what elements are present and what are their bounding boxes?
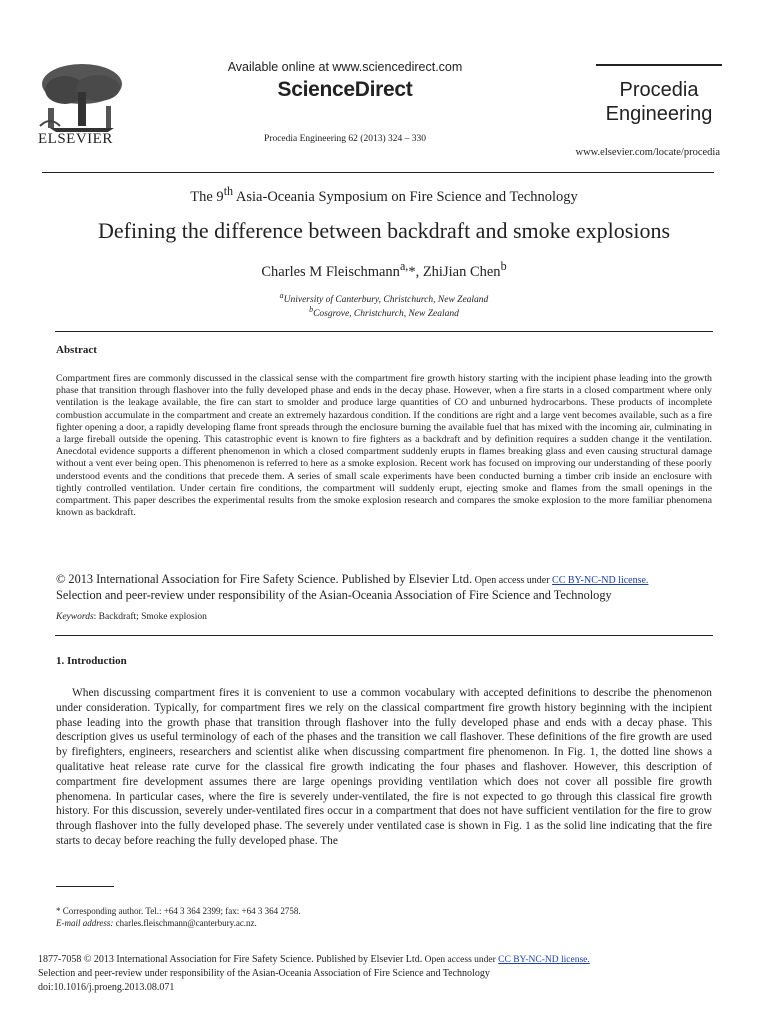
doi[interactable]: doi:10.1016/j.proeng.2013.08.071 <box>38 982 175 993</box>
available-online: Available online at www.sciencedirect.com <box>227 60 463 74</box>
author-line <box>0 259 768 281</box>
footer-peer-review: Selection and peer-review under responsibility of the Asian-Oceania Association of Fire Science and Technology <box>38 968 490 979</box>
symposium-name: Asia-Oceania Symposium on Fire Science and Technology <box>233 188 578 205</box>
symposium-superscript: th <box>223 184 234 198</box>
copyright-text: © 2013 International Association for Fire Safety Science. Published by Elsevier Ltd. <box>56 572 473 586</box>
affiliation-1 <box>0 291 768 305</box>
corresponding-star: * <box>408 263 416 280</box>
paper-title: Defining the difference between backdraft and smoke explosions <box>98 218 670 243</box>
journal-citation: Procedia Engineering 62 (2013) 324 – 330 <box>264 134 426 144</box>
email-address[interactable]: charles.fleischmann@canterbury.ac.nz. <box>113 918 257 928</box>
keywords-list: : Backdraft; Smoke explosion <box>93 612 207 622</box>
author-2: , ZhiJian Chen <box>415 263 501 280</box>
footer-license-link[interactable]: CC BY-NC-ND license. <box>498 955 590 965</box>
footnote-corresponding: * Corresponding author. Tel.: +64 3 364 2399; fax: +64 3 364 2758. <box>56 906 301 916</box>
abstract-heading: Abstract <box>56 344 97 356</box>
email-label: E-mail address: <box>56 918 114 928</box>
footnote-email <box>56 918 257 928</box>
affiliation-2 <box>0 305 768 319</box>
symposium-line <box>0 184 768 206</box>
journal-name-line2: Engineering <box>605 103 713 125</box>
issn-line: 1877-7058 © 2013 International Association for Fire Safety Science. Published by Elsevier Ltd. <box>38 954 423 965</box>
abstract-text: Compartment fires are commonly discussed in the classical sense with the compartment fire growth history starting with the incipient phase leading into the growth phase that transition through flashover into the fully developed phase and ends in the decay phase. However, when a fire starts in a closed compartment where only ventilation is the leakage available, the fire can start to smolder and produce large quantities of CO and unburned hydrocarbons. These products of incomplete combustion accumulate in the compartment and create an extremely hazardous condition. If the conditions are right and a large vent becomes available, such as a fire fighter opening a door, a rapidly developing flame front spreads through the enclosure burning the available fuel that has mixed with the incoming air, culminating in a large fireball outside the opening. This catastrophic event is known to fire fighters as a backdraft and by definition requires a sudden change it the ventilation. Anecdotal evidence supports a different phenomenon in which a closed compartment suddenly erupts in flames breaking glass and even causing structural damage without a vent ever being open. This phenomenon is referred to here as a smoke explosion. Recent work has focused on improving our understanding of these poorly understood events and the conditions that precede them. A series of small scale experiments have been conducted burning a timber crib inside an enclosure with tightly controlled ventilation. Under certain fire conditions, the compartment will suddenly erupt, ejecting smoke and flames from the small openings in the compartment. This paper describes the experimental results from the smoke explosion research and compares the smoke explosion to the more familiar phenomena known as backdraft. <box>56 373 712 519</box>
page-footer <box>38 953 728 995</box>
journal-url[interactable]: www.elsevier.com/locate/procedia <box>575 147 720 158</box>
journal-name-line1: Procedia <box>619 79 699 101</box>
abstract-bottom-rule <box>55 635 713 636</box>
affiliation-1-mark: a <box>279 291 284 300</box>
affiliation-2-mark: b <box>309 305 314 314</box>
section-heading-introduction: 1. Introduction <box>56 655 127 667</box>
license-link[interactable]: CC BY-NC-ND license. <box>552 575 649 586</box>
copyright-block <box>56 572 712 603</box>
header-rule <box>42 172 714 173</box>
author-1-affiliation: a, <box>399 259 409 273</box>
peer-review-text: Selection and peer-review under responsibility of the Asian-Oceania Association of Fire Science and Technology <box>56 588 612 602</box>
keywords-label: Keywords <box>56 612 94 622</box>
author-1: Charles M Fleischmann <box>261 263 400 280</box>
publisher-name: ELSEVIER <box>38 131 113 147</box>
affiliation-1-text: University of Canterbury, Christchurch, New Zealand <box>283 295 489 306</box>
footer-open-access: Open access under <box>422 955 499 965</box>
symposium-prefix: The 9 <box>190 188 224 205</box>
abstract-top-rule <box>55 331 713 332</box>
open-access-text: Open access under <box>472 575 553 586</box>
footnote-rule <box>56 886 114 887</box>
affiliation-2-text: Cosgrove, Christchurch, New Zealand <box>313 309 459 320</box>
keywords <box>56 612 207 622</box>
author-2-affiliation: b <box>500 259 507 273</box>
introduction-text: When discussing compartment fires it is convenient to use a common vocabulary with accepted definitions to describe the phenomenon under consideration. Typically, for compartment fires we rely on the classical compartment fire growth history beginning with the incipient phase leading into the growth phase that transition through flashover into the fully developed phase and ends with a decay phase. This description gives us useful terminology of each of the phases and the transition we call flashover. These definitions of the fire growth are used by firefighters, engineers, researchers and scientist alike when discussing compartment fire phenomenon. In Fig. 1, the dotted line shows a qualitative heat release rate curve for the classical fire growth indicating the four phases and flashover. However, this description of compartment fire development assumes there are large openings providing ventilation which does not cover all possible fire growth phenomena. In particular cases, where the fire is severely under-ventilated, the fire is not expected to go through this classical fire growth history. For this discussion, severely under-ventilated fires occur in a compartment that does not have sufficient ventilation for the fire to grow through flashover into the fully developed phase. The severely under ventilated case is shown in Fig. 1 as the solid line indicating that the fire starts to decay before reaching the fully developed phase. The <box>56 687 712 847</box>
sciencedirect-brand: ScienceDirect <box>277 78 413 101</box>
journal-name <box>596 78 722 126</box>
